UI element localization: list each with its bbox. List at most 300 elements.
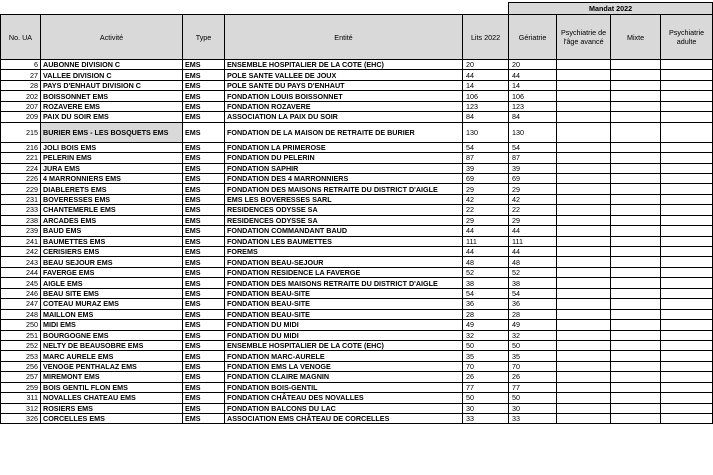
table-row: [1, 153, 713, 163]
cell-type: EMS: [183, 299, 225, 309]
cell-activite: JOLI BOIS EMS: [41, 142, 183, 152]
cell-activite: MAILLON EMS: [41, 309, 183, 319]
cell-entite: FONDATION BOIS-GENTIL: [225, 382, 463, 392]
cell-type: EMS: [183, 112, 225, 122]
cell-psy-age: [557, 382, 611, 392]
cell-geriatrie: 14: [509, 80, 557, 90]
table-body: [1, 60, 713, 424]
cell-geriatrie: 77: [509, 382, 557, 392]
cell-lits: 39: [463, 163, 509, 173]
cell-lits: 52: [463, 267, 509, 277]
cell-ua: 207: [1, 101, 41, 111]
cell-lits: 106: [463, 91, 509, 101]
cell-psy-adulte: [661, 257, 713, 267]
table-row: [1, 382, 713, 392]
cell-activite: MIDI EMS: [41, 320, 183, 330]
cell-activite: ARCADES EMS: [41, 215, 183, 225]
cell-entite: ENSEMBLE HOSPITALIER DE LA COTE (EHC): [225, 340, 463, 350]
cell-psy-adulte: [661, 205, 713, 215]
cell-geriatrie: 29: [509, 184, 557, 194]
cell-mixte: [611, 393, 661, 403]
cell-psy-age: [557, 257, 611, 267]
cell-mixte: [611, 91, 661, 101]
cell-type: EMS: [183, 101, 225, 111]
cell-type: EMS: [183, 403, 225, 413]
table-row: [1, 163, 713, 173]
cell-psy-adulte: [661, 142, 713, 152]
cell-mixte: [611, 299, 661, 309]
cell-psy-age: [557, 403, 611, 413]
cell-ua: 248: [1, 309, 41, 319]
cell-ua: 312: [1, 403, 41, 413]
cell-geriatrie: 123: [509, 101, 557, 111]
cell-psy-adulte: [661, 112, 713, 122]
cell-psy-adulte: [661, 361, 713, 371]
col-header-ua: No. UA: [1, 15, 41, 60]
cell-mixte: [611, 80, 661, 90]
cell-activite: BOURGOGNE EMS: [41, 330, 183, 340]
cell-psy-age: [557, 70, 611, 80]
cell-psy-adulte: [661, 267, 713, 277]
cell-entite: FONDATION EMS LA VENOGE: [225, 361, 463, 371]
cell-activite: BAUD EMS: [41, 226, 183, 236]
cell-lits: 26: [463, 372, 509, 382]
cell-type: EMS: [183, 184, 225, 194]
table-row: [1, 101, 713, 111]
table-row: [1, 309, 713, 319]
cell-entite: RESIDENCES ODYSSE SA: [225, 205, 463, 215]
cell-psy-age: [557, 340, 611, 350]
cell-psy-adulte: [661, 173, 713, 183]
cell-type: EMS: [183, 414, 225, 424]
cell-geriatrie: 52: [509, 267, 557, 277]
cell-type: EMS: [183, 91, 225, 101]
cell-psy-adulte: [661, 372, 713, 382]
table-row: [1, 80, 713, 90]
cell-psy-age: [557, 320, 611, 330]
table-row: [1, 393, 713, 403]
cell-activite: NOVALLES CHATEAU EMS: [41, 393, 183, 403]
cell-type: EMS: [183, 226, 225, 236]
table-row: [1, 257, 713, 267]
cell-entite: FONDATION BEAU-SITE: [225, 288, 463, 298]
cell-type: EMS: [183, 351, 225, 361]
cell-ua: 246: [1, 288, 41, 298]
cell-geriatrie: 39: [509, 163, 557, 173]
cell-mixte: [611, 205, 661, 215]
cell-mixte: [611, 173, 661, 183]
cell-type: EMS: [183, 153, 225, 163]
cell-lits: 70: [463, 361, 509, 371]
table-row: [1, 205, 713, 215]
cell-type: EMS: [183, 382, 225, 392]
cell-ua: 221: [1, 153, 41, 163]
mandat-header: Mandat 2022: [509, 3, 713, 15]
cell-type: EMS: [183, 122, 225, 142]
cell-lits: 44: [463, 247, 509, 257]
cell-lits: 22: [463, 205, 509, 215]
cell-type: EMS: [183, 80, 225, 90]
cell-mixte: [611, 101, 661, 111]
cell-psy-adulte: [661, 184, 713, 194]
cell-ua: 238: [1, 215, 41, 225]
cell-ua: 251: [1, 330, 41, 340]
cell-lits: 20: [463, 60, 509, 70]
cell-psy-adulte: [661, 278, 713, 288]
cell-psy-adulte: [661, 70, 713, 80]
cell-geriatrie: 44: [509, 247, 557, 257]
cell-psy-adulte: [661, 91, 713, 101]
cell-psy-adulte: [661, 215, 713, 225]
cell-lits: 87: [463, 153, 509, 163]
cell-mixte: [611, 340, 661, 350]
cell-ua: 231: [1, 194, 41, 204]
cell-lits: 54: [463, 288, 509, 298]
cell-type: EMS: [183, 60, 225, 70]
cell-activite: JURA EMS: [41, 163, 183, 173]
cell-psy-age: [557, 91, 611, 101]
cell-geriatrie: 50: [509, 393, 557, 403]
table-row: [1, 226, 713, 236]
cell-lits: 29: [463, 215, 509, 225]
cell-psy-age: [557, 226, 611, 236]
cell-psy-age: [557, 299, 611, 309]
cell-geriatrie: 42: [509, 194, 557, 204]
cell-geriatrie: 87: [509, 153, 557, 163]
cell-mixte: [611, 184, 661, 194]
cell-psy-adulte: [661, 330, 713, 340]
cell-entite: ASSOCIATION LA PAIX DU SOIR: [225, 112, 463, 122]
cell-lits: 111: [463, 236, 509, 246]
table-row: [1, 184, 713, 194]
cell-lits: 44: [463, 70, 509, 80]
cell-type: EMS: [183, 173, 225, 183]
cell-lits: 69: [463, 173, 509, 183]
cell-geriatrie: 106: [509, 91, 557, 101]
cell-lits: 48: [463, 257, 509, 267]
table-row: [1, 70, 713, 80]
cell-geriatrie: 26: [509, 372, 557, 382]
cell-mixte: [611, 60, 661, 70]
cell-psy-adulte: [661, 226, 713, 236]
cell-mixte: [611, 288, 661, 298]
cell-type: EMS: [183, 142, 225, 152]
cell-geriatrie: 44: [509, 226, 557, 236]
cell-ua: 247: [1, 299, 41, 309]
cell-geriatrie: 50: [509, 340, 557, 350]
cell-entite: FONDATION MARC-AURELE: [225, 351, 463, 361]
cell-mixte: [611, 267, 661, 277]
table-row: [1, 267, 713, 277]
cell-geriatrie: 70: [509, 361, 557, 371]
cell-geriatrie: 20: [509, 60, 557, 70]
cell-activite: BAUMETTES EMS: [41, 236, 183, 246]
cell-psy-age: [557, 194, 611, 204]
cell-mixte: [611, 194, 661, 204]
cell-mixte: [611, 153, 661, 163]
table-header: [1, 3, 713, 60]
cell-type: EMS: [183, 361, 225, 371]
cell-mixte: [611, 330, 661, 340]
cell-lits: 50: [463, 340, 509, 350]
cell-activite: FAVERGE EMS: [41, 267, 183, 277]
table-row: [1, 403, 713, 413]
cell-activite: AIGLE EMS: [41, 278, 183, 288]
cell-geriatrie: 30: [509, 403, 557, 413]
cell-geriatrie: 28: [509, 309, 557, 319]
cell-lits: 32: [463, 330, 509, 340]
table-row: [1, 194, 713, 204]
table-row: [1, 278, 713, 288]
cell-entite: POLE SANTE VALLEE DE JOUX: [225, 70, 463, 80]
table-row: [1, 122, 713, 142]
cell-mixte: [611, 112, 661, 122]
cell-ua: 257: [1, 372, 41, 382]
cell-ua: 224: [1, 163, 41, 173]
cell-entite: FONDATION BEAU-SEJOUR: [225, 257, 463, 267]
cell-activite: BOISSONNET EMS: [41, 91, 183, 101]
cell-psy-age: [557, 60, 611, 70]
cell-type: EMS: [183, 309, 225, 319]
cell-entite: FONDATION BALCONS DU LAC: [225, 403, 463, 413]
cell-mixte: [611, 142, 661, 152]
cell-ua: 243: [1, 257, 41, 267]
cell-psy-age: [557, 205, 611, 215]
cell-psy-age: [557, 267, 611, 277]
col-header-mixte: Mixte: [611, 15, 661, 60]
cell-mixte: [611, 414, 661, 424]
cell-entite: EMS LES BOVERESSES SARL: [225, 194, 463, 204]
table-row: [1, 351, 713, 361]
cell-psy-adulte: [661, 299, 713, 309]
cell-psy-age: [557, 372, 611, 382]
cell-mixte: [611, 70, 661, 80]
cell-geriatrie: 48: [509, 257, 557, 267]
cell-type: EMS: [183, 278, 225, 288]
cell-activite: CORCELLES EMS: [41, 414, 183, 424]
cell-psy-adulte: [661, 393, 713, 403]
cell-entite: FONDATION DES MAISONS RETRAITE DU DISTRICT D'AIGLE: [225, 278, 463, 288]
cell-lits: 33: [463, 414, 509, 424]
cell-type: EMS: [183, 267, 225, 277]
cell-geriatrie: 22: [509, 205, 557, 215]
table-row: [1, 372, 713, 382]
cell-ua: 239: [1, 226, 41, 236]
cell-entite: FONDATION DU PELERIN: [225, 153, 463, 163]
cell-psy-adulte: [661, 403, 713, 413]
cell-psy-adulte: [661, 309, 713, 319]
cell-geriatrie: 32: [509, 330, 557, 340]
cell-ua: 326: [1, 414, 41, 424]
cell-psy-adulte: [661, 153, 713, 163]
cell-psy-age: [557, 393, 611, 403]
cell-activite: 4 MARRONNIERS EMS: [41, 173, 183, 183]
cell-ua: 6: [1, 60, 41, 70]
cell-lits: 28: [463, 309, 509, 319]
cell-entite: FONDATION COMMANDANT BAUD: [225, 226, 463, 236]
cell-psy-age: [557, 247, 611, 257]
cell-psy-age: [557, 215, 611, 225]
cell-activite: NELTY DE BEAUSOBRE EMS: [41, 340, 183, 350]
cell-ua: 209: [1, 112, 41, 122]
cell-ua: 253: [1, 351, 41, 361]
cell-ua: 202: [1, 91, 41, 101]
cell-type: EMS: [183, 247, 225, 257]
cell-lits: 77: [463, 382, 509, 392]
cell-psy-age: [557, 414, 611, 424]
cell-psy-adulte: [661, 236, 713, 246]
cell-entite: FONDATION LOUIS BOISSONNET: [225, 91, 463, 101]
cell-ua: 252: [1, 340, 41, 350]
table-row: [1, 142, 713, 152]
cell-lits: 29: [463, 184, 509, 194]
cell-entite: ENSEMBLE HOSPITALIER DE LA COTE (EHC): [225, 60, 463, 70]
cell-psy-age: [557, 153, 611, 163]
col-header-psy-adulte: Psychiatrie adulte: [661, 15, 713, 60]
cell-type: EMS: [183, 288, 225, 298]
cell-ua: 311: [1, 393, 41, 403]
cell-geriatrie: 54: [509, 288, 557, 298]
cell-geriatrie: 36: [509, 299, 557, 309]
table-row: [1, 236, 713, 246]
cell-entite: FONDATION SAPHIR: [225, 163, 463, 173]
cell-geriatrie: 49: [509, 320, 557, 330]
cell-lits: 130: [463, 122, 509, 142]
cell-psy-age: [557, 101, 611, 111]
cell-entite: FONDATION DES 4 MARRONNIERS: [225, 173, 463, 183]
cell-ua: 28: [1, 80, 41, 90]
cell-activite: CERISIERS EMS: [41, 247, 183, 257]
cell-activite: CHANTEMERLE EMS: [41, 205, 183, 215]
col-header-entite: Entité: [225, 15, 463, 60]
cell-geriatrie: 44: [509, 70, 557, 80]
cell-ua: 27: [1, 70, 41, 80]
cell-psy-adulte: [661, 60, 713, 70]
cell-entite: FONDATION DE LA MAISON DE RETRAITE DE BURIER: [225, 122, 463, 142]
cell-lits: 38: [463, 278, 509, 288]
table-row: [1, 299, 713, 309]
col-header-lits: Lits 2022: [463, 15, 509, 60]
cell-psy-adulte: [661, 414, 713, 424]
table-row: [1, 320, 713, 330]
col-header-activite: Activité: [41, 15, 183, 60]
cell-ua: 259: [1, 382, 41, 392]
cell-psy-adulte: [661, 122, 713, 142]
cell-geriatrie: 130: [509, 122, 557, 142]
cell-mixte: [611, 372, 661, 382]
cell-mixte: [611, 403, 661, 413]
cell-mixte: [611, 163, 661, 173]
cell-ua: 242: [1, 247, 41, 257]
cell-lits: 30: [463, 403, 509, 413]
cell-mixte: [611, 278, 661, 288]
cell-entite: FONDATION CLAIRE MAGNIN: [225, 372, 463, 382]
cell-psy-age: [557, 80, 611, 90]
cell-psy-adulte: [661, 288, 713, 298]
cell-activite: VALLEE DIVISION C: [41, 70, 183, 80]
cell-geriatrie: 33: [509, 414, 557, 424]
cell-mixte: [611, 122, 661, 142]
header-spacer: [1, 3, 509, 15]
cell-psy-adulte: [661, 80, 713, 90]
table-row: [1, 112, 713, 122]
cell-entite: FONDATION LA PRIMEROSE: [225, 142, 463, 152]
cell-psy-adulte: [661, 382, 713, 392]
cell-activite: COTEAU MURAZ EMS: [41, 299, 183, 309]
cell-entite: FONDATION LES BAUMETTES: [225, 236, 463, 246]
cell-activite: PAIX DU SOIR EMS: [41, 112, 183, 122]
cell-psy-age: [557, 112, 611, 122]
cell-psy-age: [557, 173, 611, 183]
cell-type: EMS: [183, 163, 225, 173]
col-header-type: Type: [183, 15, 225, 60]
cell-psy-age: [557, 184, 611, 194]
cell-lits: 123: [463, 101, 509, 111]
cell-lits: 35: [463, 351, 509, 361]
cell-lits: 42: [463, 194, 509, 204]
cell-type: EMS: [183, 340, 225, 350]
cell-entite: FONDATION DU MIDI: [225, 330, 463, 340]
cell-psy-age: [557, 309, 611, 319]
cell-activite: MARC AURELE EMS: [41, 351, 183, 361]
cell-psy-age: [557, 142, 611, 152]
cell-mixte: [611, 226, 661, 236]
cell-psy-adulte: [661, 247, 713, 257]
cell-type: EMS: [183, 330, 225, 340]
cell-activite: VENOGE PENTHALAZ EMS: [41, 361, 183, 371]
cell-psy-age: [557, 288, 611, 298]
cell-activite: ROSIERS EMS: [41, 403, 183, 413]
cell-psy-age: [557, 236, 611, 246]
cell-type: EMS: [183, 236, 225, 246]
cell-mixte: [611, 215, 661, 225]
table-row: [1, 215, 713, 225]
cell-type: EMS: [183, 320, 225, 330]
cell-activite: ROZAVERE EMS: [41, 101, 183, 111]
cell-mixte: [611, 247, 661, 257]
cell-activite: MIREMONT EMS: [41, 372, 183, 382]
cell-ua: 244: [1, 267, 41, 277]
cell-lits: 44: [463, 226, 509, 236]
cell-mixte: [611, 382, 661, 392]
cell-psy-age: [557, 351, 611, 361]
cell-ua: 256: [1, 361, 41, 371]
cell-geriatrie: 54: [509, 142, 557, 152]
ems-table: [0, 2, 713, 424]
cell-entite: RESIDENCES ODYSSE SA: [225, 215, 463, 225]
cell-entite: FONDATION DU MIDI: [225, 320, 463, 330]
cell-geriatrie: 35: [509, 351, 557, 361]
cell-psy-adulte: [661, 194, 713, 204]
cell-type: EMS: [183, 215, 225, 225]
cell-ua: 216: [1, 142, 41, 152]
cell-activite: AUBONNE DIVISION C: [41, 60, 183, 70]
cell-lits: 84: [463, 112, 509, 122]
cell-type: EMS: [183, 257, 225, 267]
cell-type: EMS: [183, 70, 225, 80]
cell-psy-age: [557, 330, 611, 340]
cell-activite: BURIER EMS - LES BOSQUETS EMS: [41, 122, 183, 142]
cell-lits: 14: [463, 80, 509, 90]
cell-activite: BOVERESSES EMS: [41, 194, 183, 204]
cell-psy-age: [557, 361, 611, 371]
cell-geriatrie: 69: [509, 173, 557, 183]
cell-psy-adulte: [661, 320, 713, 330]
table-row: [1, 173, 713, 183]
cell-psy-adulte: [661, 351, 713, 361]
table-row: [1, 340, 713, 350]
cell-psy-adulte: [661, 163, 713, 173]
